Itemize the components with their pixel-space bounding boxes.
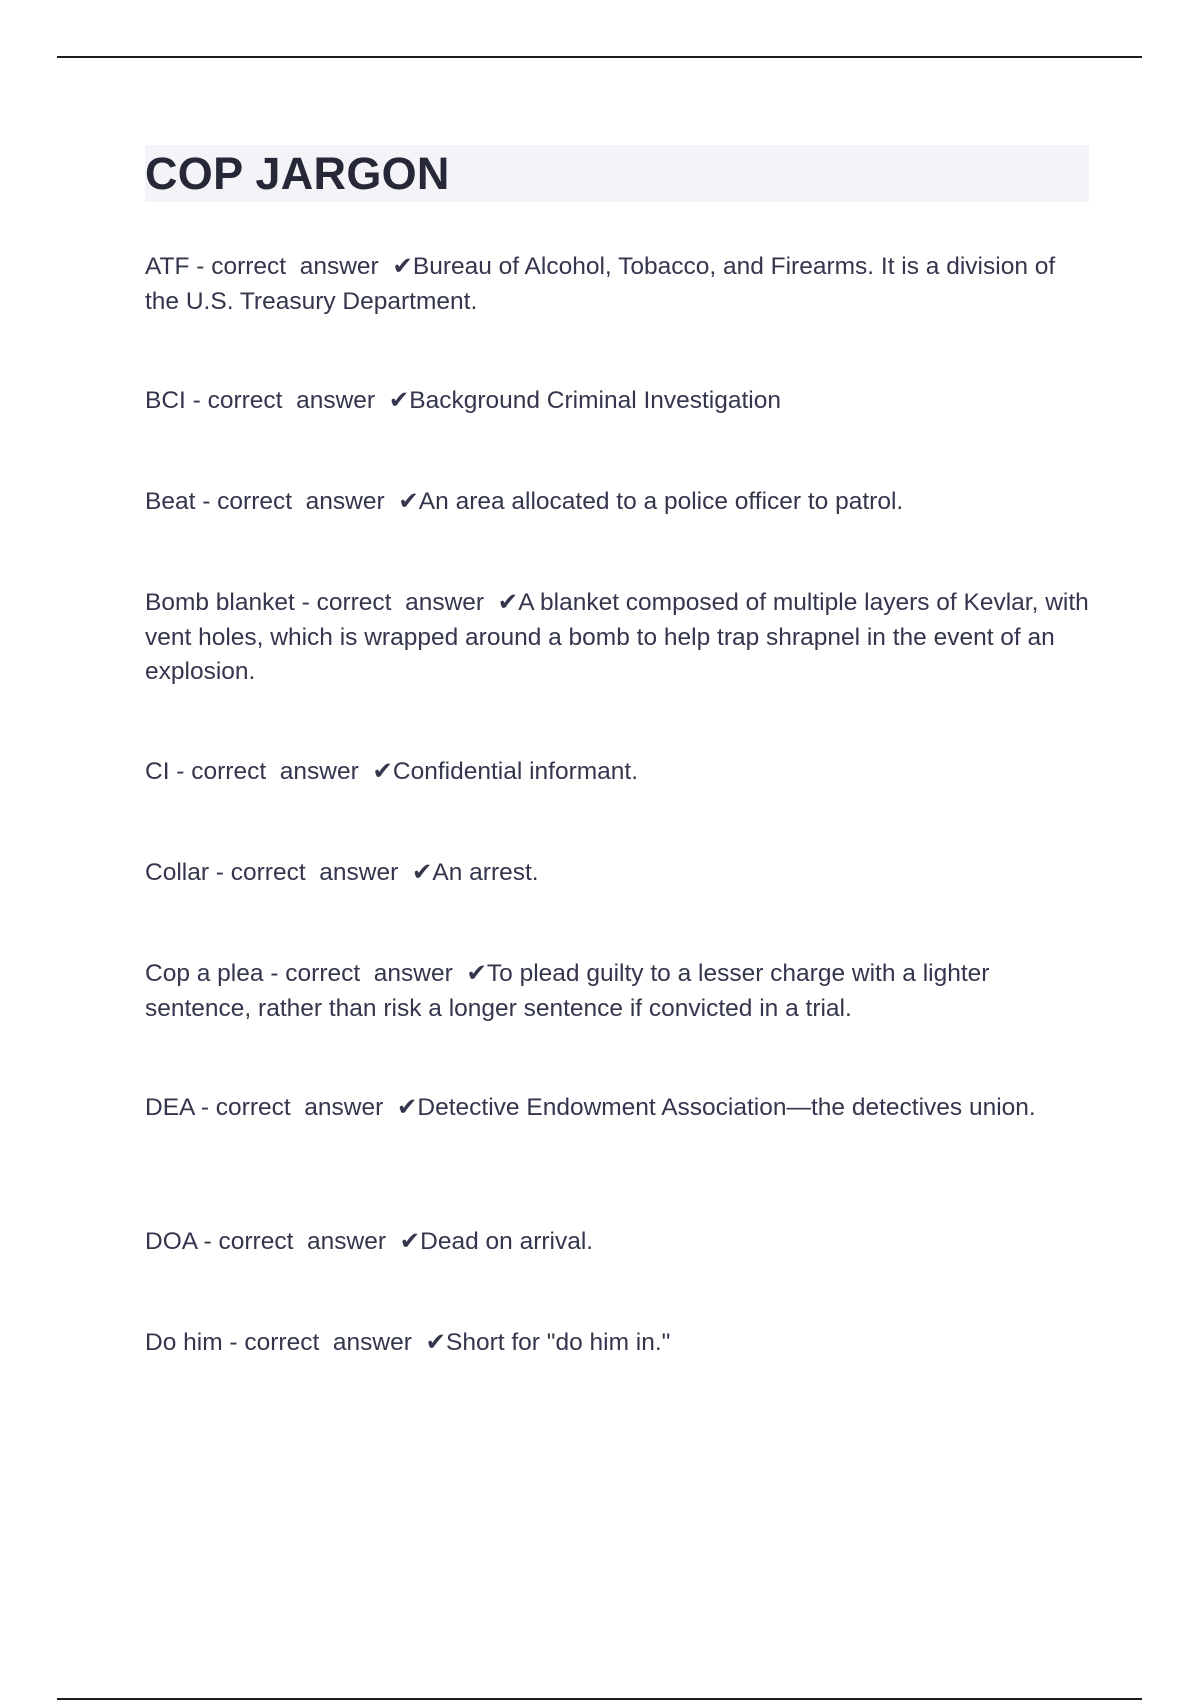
entry-separator: - correct answer ✔ [194, 1094, 418, 1121]
entry-separator: - correct answer ✔ [222, 1329, 446, 1356]
entry-separator: - correct answer ✔ [195, 488, 419, 515]
top-rule [57, 56, 1142, 58]
entry-term: CI [145, 758, 170, 785]
entry-definition: An arrest. [432, 859, 539, 886]
entry-definition: Detective Endowment Association—the detectives union. [417, 1094, 1036, 1121]
entry-separator: - correct answer ✔ [169, 758, 393, 785]
entry-do-him [145, 1326, 1095, 1361]
entry-definition: Background Criminal Investigation [409, 387, 782, 414]
entry-term: Do him [145, 1329, 223, 1356]
entry-term: ATF [145, 253, 190, 280]
page-title: COP JARGON [145, 148, 450, 199]
entry-definition: Short for "do him in." [446, 1329, 671, 1356]
entry-collar [145, 856, 1095, 891]
entry-definition: An area allocated to a police officer to patrol. [418, 488, 904, 515]
entry-separator: - correct answer ✔ [196, 1228, 421, 1255]
entry-separator: - correct answer ✔ [189, 253, 413, 280]
entry-definition: Dead on arrival. [420, 1228, 594, 1255]
entry-separator: - correct answer ✔ [263, 960, 487, 987]
entry-separator: - correct answer ✔ [209, 859, 433, 886]
entry-definition: Confidential informant. [392, 758, 639, 785]
entry-definition: Bureau of Alcohol, Tobacco, and Firearms. It is a division of the U.S. Treasury Department. [145, 253, 1056, 315]
entry-term: BCI [145, 387, 186, 414]
entry-term: DEA [145, 1094, 195, 1121]
entry-separator: - correct answer ✔ [185, 387, 410, 414]
entry-term: Bomb blanket [145, 589, 295, 616]
entry-term: Collar [145, 859, 209, 886]
entry-ci [145, 755, 1095, 790]
entry-atf [145, 250, 1095, 319]
entry-term: DOA [145, 1228, 197, 1255]
entry-separator: - correct answer ✔ [294, 589, 519, 616]
entry-beat [145, 485, 1095, 520]
entry-definition: A blanket composed of multiple layers of Kevlar, with vent holes, which is wrapped around a bomb to help trap shrapnel in the event of an explosion. [145, 589, 1089, 685]
entry-doa [145, 1225, 1095, 1260]
entry-term: Beat [145, 488, 196, 515]
entry-bomb-blanket [145, 586, 1095, 690]
entry-bci [145, 384, 1095, 419]
entry-term: Cop a plea [145, 960, 264, 987]
entry-definition: To plead guilty to a lesser charge with a lighter sentence, rather than risk a longer sentence if convicted in a trial. [145, 960, 990, 1022]
entry-dea [145, 1091, 1095, 1126]
entry-cop-a-plea [145, 957, 1095, 1026]
